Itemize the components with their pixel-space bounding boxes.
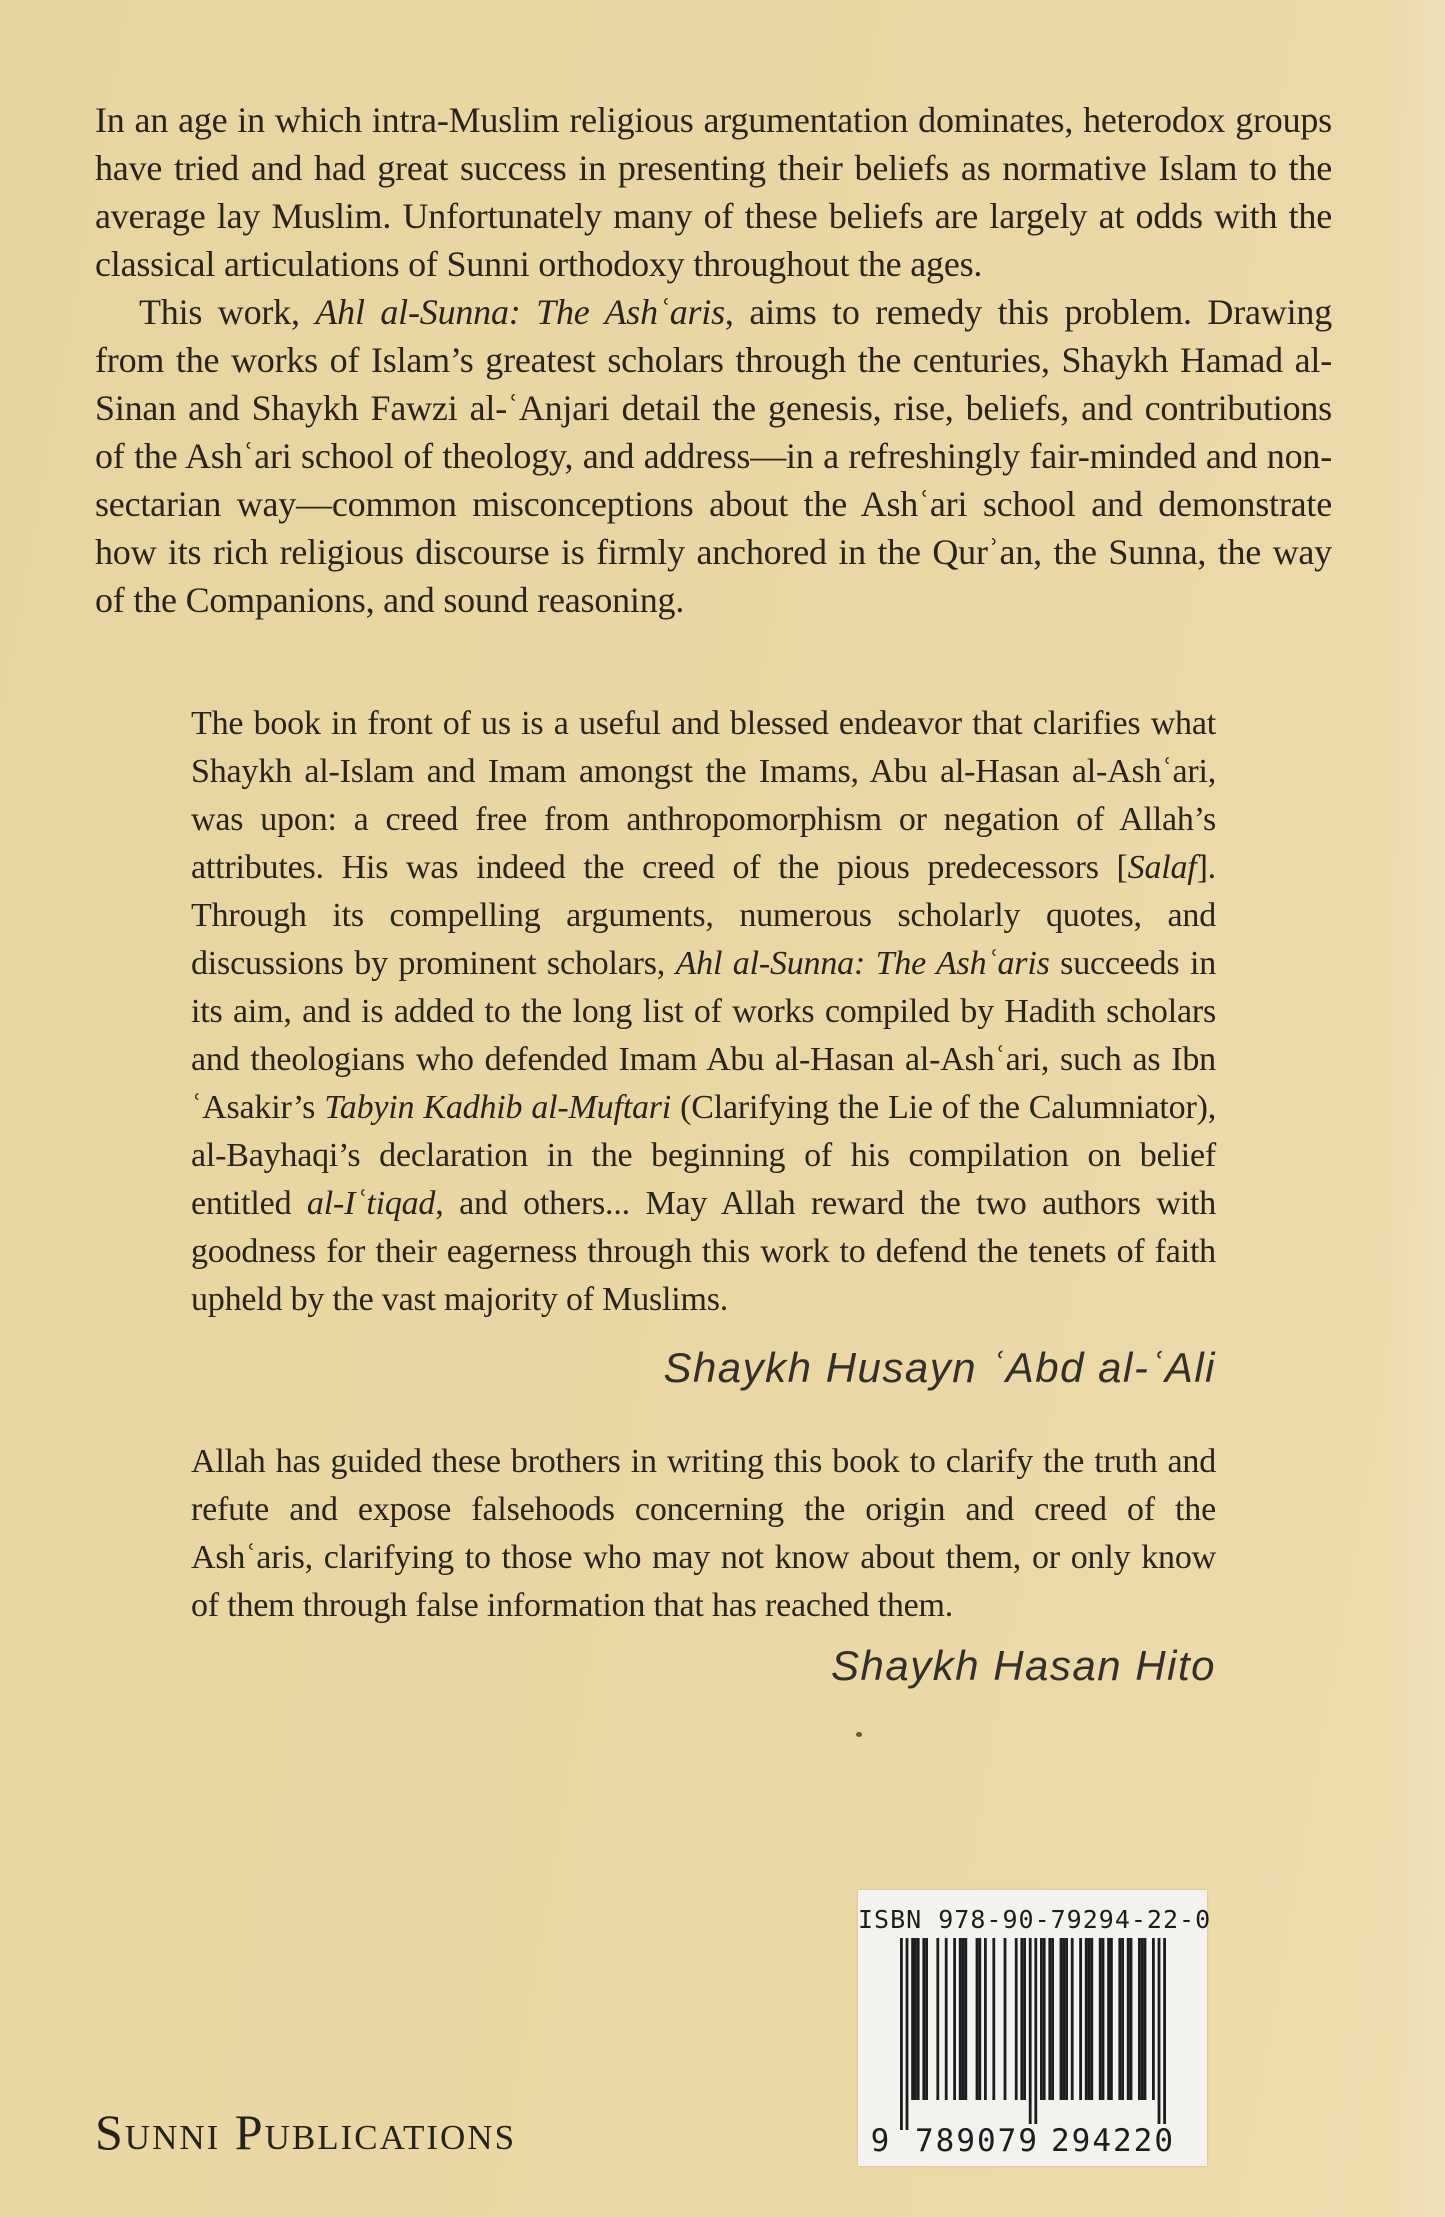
- barcode-panel: [858, 1890, 1212, 2166]
- barcode-digit-group1: 789079: [915, 2123, 1039, 2159]
- endorsement-signature-2: Shaykh Hasan Hito: [830, 1642, 1216, 1689]
- endorsement-quote-1: The book in front of us is a useful and blessed endeavor that clarifies what Shaykh al-Islam and Imam amongst the Imams, Abu al-Hasan al-Ashʿari, was upon: a creed free from anthropomorphism or negation of Allah’s attributes. His was indeed the creed of the pious predecessors [Salaf]. Through its compelling arguments, numerous scholarly quotes, and discussions by prominent scholars, Ahl al-Sunna: The Ashʿaris succeeds in its aim, and is added to the long list of works compiled by Hadith scholars and theologians who defended Imam Abu al-Hasan al-Ashʿari, such as Ibn ʿAsakir’s Tabyin Kadhib al-Muftari (Clarifying the Lie of the Calumniator), al-Bayhaqi’s declaration in the beginning of his compilation on belief entitled al-Iʿtiqad, and others... May Allah reward the two authors with goodness for their eagerness through this work to defend the tenets of faith upheld by the vast majority of Muslims.: [191, 705, 1216, 1318]
- barcode-digit-left: 9: [864, 2124, 896, 2158]
- publisher-name: Sunni Publications: [95, 2104, 517, 2160]
- barcode-digit-group2: 294220: [1051, 2123, 1175, 2159]
- ean-barcode: [900, 1938, 1166, 2130]
- ink-speck: [856, 1732, 862, 1737]
- endorsement-quote-2: Allah has guided these brothers in writing this book to clarify the truth and refute and expose falsehoods concerning the origin and creed of the Ashʿaris, clarifying to those who may not know about them, or only know of them through false information that has reached them.: [191, 1443, 1216, 1624]
- paragraph-intro: In an age in which intra-Muslim religious argumentation dominates, heterodox groups have tried and had great success in presenting their beliefs as normative Islam to the average lay Muslim. Unfortunately many of these beliefs are largely at odds with the classical articulations of Sunni orthodoxy throughout the ages.: [95, 100, 1332, 284]
- barcode-digits: [858, 2124, 1207, 2158]
- isbn-label: ISBN 978-90-79294-22-0: [858, 1905, 1212, 1934]
- paragraph-work-description: This work, Ahl al-Sunna: The Ashʿaris, aims to remedy this problem. Drawing from the works of Islam’s greatest scholars through the centuries, Shaykh Hamad al-Sinan and Shaykh Fawzi al-ʿAnjari detail the genesis, rise, beliefs, and contributions of the Ashʿari school of theology, and address—in a refreshingly fair-minded and non-sectarian way—common misconceptions about the Ashʿari school and demonstrate how its rich religious discourse is firmly anchored in the Qurʾan, the Sunna, the way of the Companions, and sound reasoning.: [95, 292, 1332, 620]
- back-cover-text: [95, 96, 1332, 1696]
- endorsement-signature-1: Shaykh Husayn ʿAbd al-ʿAli: [663, 1344, 1216, 1391]
